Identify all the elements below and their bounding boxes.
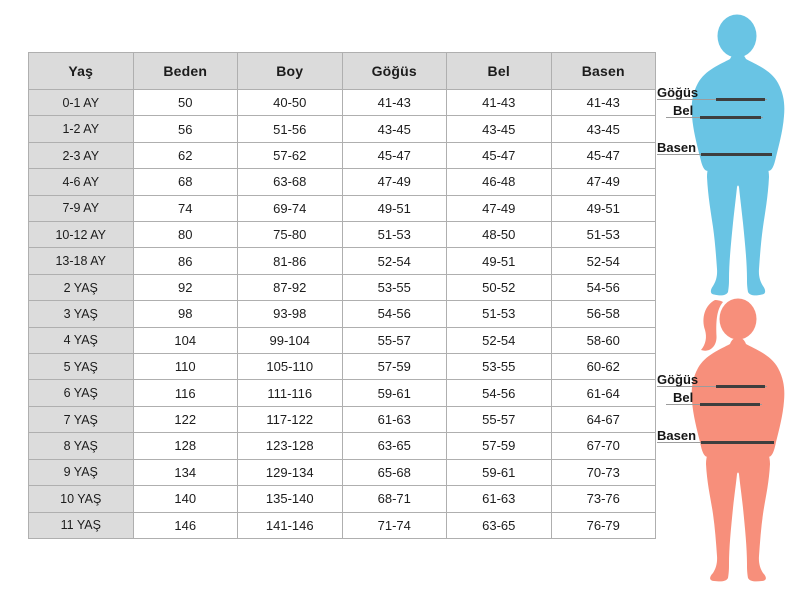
table-cell: 111-116 — [238, 380, 343, 406]
row-label-cell: 5 YAŞ — [29, 354, 134, 380]
table-cell: 59-61 — [342, 380, 447, 406]
table-cell: 55-57 — [447, 406, 552, 432]
table-cell: 71-74 — [342, 512, 447, 539]
row-label-cell: 9 YAŞ — [29, 459, 134, 485]
table-cell: 68 — [133, 169, 238, 195]
chest-line-bottom — [716, 385, 765, 388]
measure-chest-bottom — [657, 371, 767, 387]
table-cell: 73-76 — [551, 486, 656, 512]
row-label-cell: 13-18 AY — [29, 248, 134, 274]
table-cell: 123-128 — [238, 433, 343, 459]
row-label-cell: 3 YAŞ — [29, 301, 134, 327]
table-row — [29, 90, 656, 116]
table-cell: 99-104 — [238, 327, 343, 353]
header-row — [29, 53, 656, 90]
table-cell: 54-56 — [447, 380, 552, 406]
size-table-body — [29, 90, 656, 539]
chest-label-bottom: Göğüs — [657, 372, 699, 387]
table-cell: 47-49 — [342, 169, 447, 195]
table-cell: 110 — [133, 354, 238, 380]
hip-label-top: Basen — [657, 140, 697, 155]
table-row — [29, 406, 656, 432]
table-row — [29, 248, 656, 274]
table-cell: 59-61 — [447, 459, 552, 485]
table-row — [29, 380, 656, 406]
row-label-cell: 10-12 AY — [29, 222, 134, 248]
table-cell: 57-62 — [238, 142, 343, 168]
table-row — [29, 222, 656, 248]
table-cell: 128 — [133, 433, 238, 459]
waist-label-bottom: Bel — [673, 390, 694, 405]
table-cell: 74 — [133, 195, 238, 221]
hip-label-bottom: Basen — [657, 428, 697, 443]
table-cell: 122 — [133, 406, 238, 432]
table-cell: 63-65 — [342, 433, 447, 459]
table-row — [29, 142, 656, 168]
table-cell: 63-68 — [238, 169, 343, 195]
table-cell: 40-50 — [238, 90, 343, 116]
table-row — [29, 327, 656, 353]
table-cell: 48-50 — [447, 222, 552, 248]
column-header-5: Bel — [447, 53, 552, 90]
table-row — [29, 486, 656, 512]
table-cell: 60-62 — [551, 354, 656, 380]
table-cell: 76-79 — [551, 512, 656, 539]
row-label-cell: 7-9 AY — [29, 195, 134, 221]
table-cell: 61-64 — [551, 380, 656, 406]
table-cell: 55-57 — [342, 327, 447, 353]
table-cell: 43-45 — [551, 116, 656, 142]
column-header-3: Boy — [238, 53, 343, 90]
table-cell: 57-59 — [447, 433, 552, 459]
table-cell: 140 — [133, 486, 238, 512]
row-label-cell: 6 YAŞ — [29, 380, 134, 406]
table-row — [29, 274, 656, 300]
table-cell: 67-70 — [551, 433, 656, 459]
table-cell: 45-47 — [551, 142, 656, 168]
table-cell: 70-73 — [551, 459, 656, 485]
table-cell: 41-43 — [447, 90, 552, 116]
table-cell: 51-53 — [551, 222, 656, 248]
table-cell: 49-51 — [342, 195, 447, 221]
table-cell: 52-54 — [342, 248, 447, 274]
table-cell: 43-45 — [342, 116, 447, 142]
table-cell: 41-43 — [551, 90, 656, 116]
table-cell: 81-86 — [238, 248, 343, 274]
table-row — [29, 169, 656, 195]
table-cell: 62 — [133, 142, 238, 168]
table-row — [29, 116, 656, 142]
row-label-cell: 1-2 AY — [29, 116, 134, 142]
table-cell: 52-54 — [551, 248, 656, 274]
table-cell: 93-98 — [238, 301, 343, 327]
table-cell: 63-65 — [447, 512, 552, 539]
row-label-cell: 7 YAŞ — [29, 406, 134, 432]
table-row — [29, 512, 656, 539]
table-cell: 104 — [133, 327, 238, 353]
waist-line-bottom — [700, 403, 760, 406]
measure-waist-bottom — [666, 389, 762, 405]
hip-line-top — [701, 153, 772, 156]
table-cell: 129-134 — [238, 459, 343, 485]
table-cell: 105-110 — [238, 354, 343, 380]
table-cell: 116 — [133, 380, 238, 406]
table-cell: 50 — [133, 90, 238, 116]
figure-bottom-ponytail — [701, 300, 723, 351]
table-cell: 80 — [133, 222, 238, 248]
table-cell: 56-58 — [551, 301, 656, 327]
table-cell: 64-67 — [551, 406, 656, 432]
table-cell: 61-63 — [447, 486, 552, 512]
column-header-6: Basen — [551, 53, 656, 90]
table-cell: 51-53 — [447, 301, 552, 327]
table-cell: 58-60 — [551, 327, 656, 353]
table-cell: 141-146 — [238, 512, 343, 539]
waist-line-top — [700, 116, 761, 119]
table-cell: 49-51 — [551, 195, 656, 221]
hip-line-bottom — [701, 441, 774, 444]
table-cell: 47-49 — [551, 169, 656, 195]
table-cell: 51-56 — [238, 116, 343, 142]
table-cell: 54-56 — [551, 274, 656, 300]
column-header-1: Yaş — [29, 53, 134, 90]
table-cell: 56 — [133, 116, 238, 142]
row-label-cell: 4-6 AY — [29, 169, 134, 195]
table-row — [29, 459, 656, 485]
table-cell: 134 — [133, 459, 238, 485]
measure-hip-bottom — [657, 427, 774, 443]
table-cell: 50-52 — [447, 274, 552, 300]
table-cell: 65-68 — [342, 459, 447, 485]
size-table — [28, 52, 656, 539]
chest-label-top: Göğüs — [657, 85, 699, 100]
table-cell: 43-45 — [447, 116, 552, 142]
row-label-cell: 2-3 AY — [29, 142, 134, 168]
row-label-cell: 11 YAŞ — [29, 512, 134, 539]
row-label-cell: 8 YAŞ — [29, 433, 134, 459]
table-cell: 57-59 — [342, 354, 447, 380]
table-cell: 54-56 — [342, 301, 447, 327]
table-cell: 86 — [133, 248, 238, 274]
figure-top-head — [718, 15, 757, 58]
table-cell: 135-140 — [238, 486, 343, 512]
table-cell: 69-74 — [238, 195, 343, 221]
table-cell: 68-71 — [342, 486, 447, 512]
table-cell: 46-48 — [447, 169, 552, 195]
measure-hip-top — [657, 139, 772, 155]
table-row — [29, 354, 656, 380]
table-cell: 45-47 — [342, 142, 447, 168]
table-cell: 53-55 — [447, 354, 552, 380]
row-label-cell: 4 YAŞ — [29, 327, 134, 353]
table-cell: 98 — [133, 301, 238, 327]
table-cell: 41-43 — [342, 90, 447, 116]
row-label-cell: 2 YAŞ — [29, 274, 134, 300]
table-cell: 146 — [133, 512, 238, 539]
column-header-4: Göğüs — [342, 53, 447, 90]
table-cell: 87-92 — [238, 274, 343, 300]
table-cell: 61-63 — [342, 406, 447, 432]
table-cell: 49-51 — [447, 248, 552, 274]
table-cell: 53-55 — [342, 274, 447, 300]
measure-chest-top — [657, 84, 767, 100]
table-cell: 51-53 — [342, 222, 447, 248]
size-table-head — [29, 53, 656, 90]
figure-bottom-head — [720, 299, 757, 340]
table-cell: 47-49 — [447, 195, 552, 221]
table-cell: 117-122 — [238, 406, 343, 432]
row-label-cell: 0-1 AY — [29, 90, 134, 116]
table-cell: 92 — [133, 274, 238, 300]
table-row — [29, 433, 656, 459]
table-row — [29, 195, 656, 221]
table-row — [29, 301, 656, 327]
table-cell: 52-54 — [447, 327, 552, 353]
table-cell: 45-47 — [447, 142, 552, 168]
measure-waist-top — [666, 102, 763, 118]
waist-label-top: Bel — [673, 103, 694, 118]
chest-line-top — [716, 98, 765, 101]
column-header-2: Beden — [133, 53, 238, 90]
table-cell: 75-80 — [238, 222, 343, 248]
row-label-cell: 10 YAŞ — [29, 486, 134, 512]
